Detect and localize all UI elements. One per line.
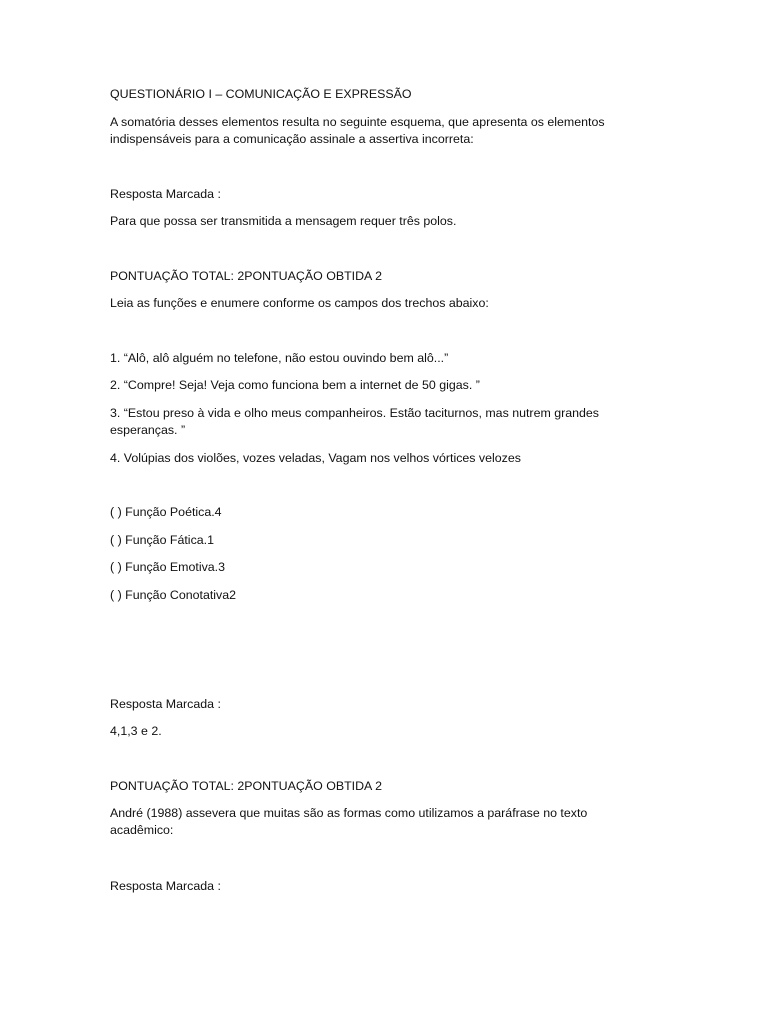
question-2-option-3: ( ) Função Emotiva.3	[110, 560, 226, 574]
question-2-item-1: 1. “Alô, alô alguém no telefone, não estou ouvindo bem alô...”	[110, 351, 449, 365]
question-1-prompt-line-1: A somatória desses elementos resulta no seguinte esquema, que apresenta os elementos	[110, 115, 605, 129]
question-1-score: PONTUAÇÃO TOTAL: 2PONTUAÇÃO OBTIDA 2	[110, 269, 382, 283]
question-2-option-1: ( ) Função Poética.4	[110, 505, 222, 519]
question-2-item-3-line-2: esperanças. ”	[110, 423, 186, 437]
document-title: QUESTIONÁRIO I – COMUNICAÇÃO E EXPRESSÃO	[110, 87, 412, 101]
question-2-answer: 4,1,3 e 2.	[110, 724, 162, 738]
question-3-prompt-line-1: André (1988) assevera que muitas são as formas como utilizamos a paráfrase no texto	[110, 806, 588, 820]
question-3-prompt-line-2: acadêmico:	[110, 823, 174, 837]
question-2-answer-label: Resposta Marcada :	[110, 697, 221, 711]
question-2-item-3-line-1: 3. “Estou preso à vida e olho meus companheiros. Estão taciturnos, mas nutrem grandes	[110, 406, 599, 420]
question-1-prompt-line-2: indispensáveis para a comunicação assinale a assertiva incorreta:	[110, 132, 474, 146]
question-2-option-2: ( ) Função Fática.1	[110, 533, 214, 547]
question-2-item-2: 2. “Compre! Seja! Veja como funciona bem a internet de 50 gigas. ”	[110, 378, 480, 392]
question-3-answer-label: Resposta Marcada :	[110, 879, 221, 893]
question-2-score: PONTUAÇÃO TOTAL: 2PONTUAÇÃO OBTIDA 2	[110, 779, 382, 793]
question-2-item-4: 4. Volúpias dos violões, vozes veladas, Vagam nos velhos vórtices velozes	[110, 451, 521, 465]
question-1-answer: Para que possa ser transmitida a mensagem requer três polos.	[110, 214, 457, 228]
question-1-answer-label: Resposta Marcada :	[110, 187, 221, 201]
question-2-option-4: ( ) Função Conotativa2	[110, 588, 237, 602]
question-2-prompt: Leia as funções e enumere conforme os campos dos trechos abaixo:	[110, 296, 489, 310]
